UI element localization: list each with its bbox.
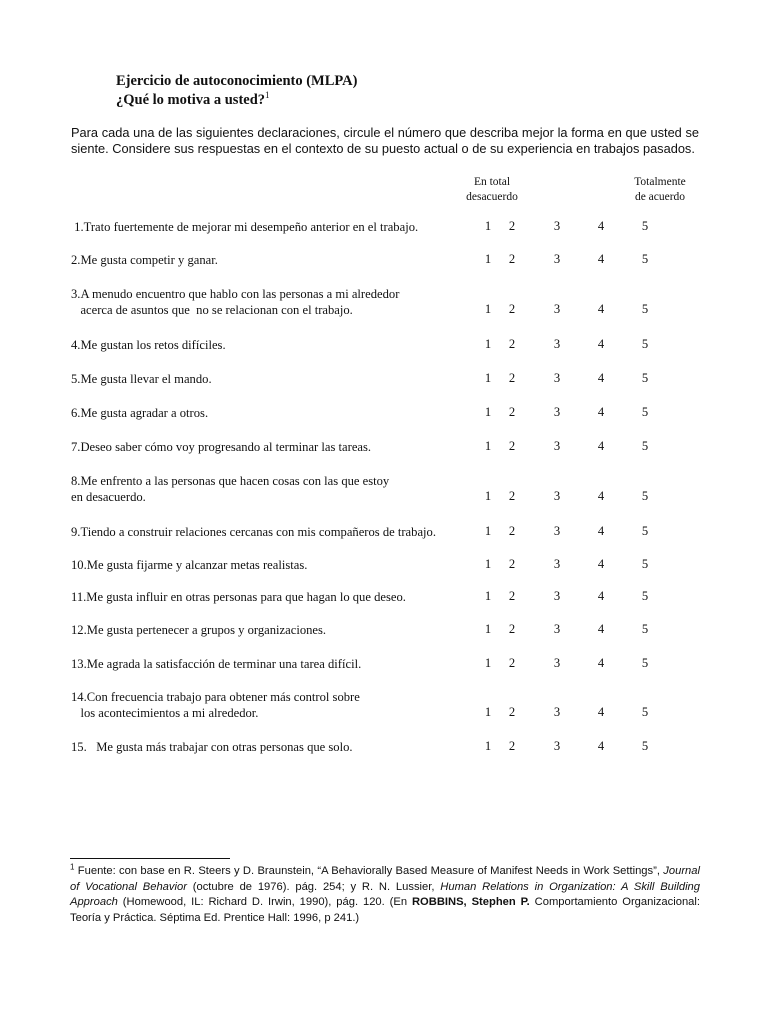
rating-option-5[interactable]: 5 xyxy=(641,439,649,453)
rating-option-2[interactable]: 2 xyxy=(508,219,516,233)
rating-option-1[interactable]: 1 xyxy=(484,405,492,419)
footnote-separator xyxy=(70,858,230,859)
exercise-question xyxy=(116,92,270,109)
rating-option-3[interactable]: 3 xyxy=(553,439,561,453)
rating-option-2[interactable]: 2 xyxy=(508,524,516,538)
rating-option-1[interactable]: 1 xyxy=(484,705,492,719)
statement-5 xyxy=(71,371,212,387)
rating-option-4[interactable]: 4 xyxy=(597,439,605,453)
statement-15 xyxy=(71,739,353,755)
statement-text: 3.A menudo encuentro que hablo con las personas a mi alrededor xyxy=(71,287,400,301)
rating-option-1[interactable]: 1 xyxy=(484,302,492,316)
rating-option-5[interactable]: 5 xyxy=(641,219,649,233)
rating-option-3[interactable]: 3 xyxy=(553,489,561,503)
rating-option-2[interactable]: 2 xyxy=(508,405,516,419)
rating-option-4[interactable]: 4 xyxy=(597,622,605,636)
statement-text: 1.Trato fuertemente de mejorar mi desempeño anterior en el trabajo. xyxy=(71,220,419,234)
rating-option-4[interactable]: 4 xyxy=(597,524,605,538)
footnote-marker: 1 xyxy=(70,862,75,872)
rating-option-1[interactable]: 1 xyxy=(484,371,492,385)
rating-option-2[interactable]: 2 xyxy=(508,371,516,385)
rating-option-4[interactable]: 4 xyxy=(597,219,605,233)
rating-option-2[interactable]: 2 xyxy=(508,439,516,453)
rating-option-2[interactable]: 2 xyxy=(508,739,516,753)
statement-11 xyxy=(71,589,406,605)
rating-option-5[interactable]: 5 xyxy=(641,589,649,603)
statement-text: 6.Me gusta agradar a otros. xyxy=(71,406,209,420)
statement-4 xyxy=(71,337,226,353)
footnote-text-4: Comportamiento Organizacional: Teoría y Práctica. Séptima Ed. Prentice Hall: 1996, p 241.) xyxy=(70,896,700,924)
rating-option-3[interactable]: 3 xyxy=(553,252,561,266)
rating-option-5[interactable]: 5 xyxy=(641,557,649,571)
rating-option-3[interactable]: 3 xyxy=(553,371,561,385)
rating-option-5[interactable]: 5 xyxy=(641,622,649,636)
rating-option-3[interactable]: 3 xyxy=(553,622,561,636)
rating-option-3[interactable]: 3 xyxy=(553,656,561,670)
rating-option-3[interactable]: 3 xyxy=(553,337,561,351)
statement-text: 9.Tiendo a construir relaciones cercanas con mis compañeros de trabajo. xyxy=(71,525,436,539)
rating-option-1[interactable]: 1 xyxy=(484,439,492,453)
rating-option-1[interactable]: 1 xyxy=(484,589,492,603)
question-text: ¿Qué lo motiva a usted? xyxy=(116,92,266,108)
rating-option-4[interactable]: 4 xyxy=(597,405,605,419)
footnote-author: ROBBINS, Stephen P. xyxy=(411,896,530,908)
statement-6 xyxy=(71,405,208,421)
rating-option-1[interactable]: 1 xyxy=(484,622,492,636)
rating-option-2[interactable]: 2 xyxy=(508,252,516,266)
statement-text: 14.Con frecuencia trabajo para obtener más control sobre xyxy=(71,690,360,704)
rating-option-1[interactable]: 1 xyxy=(484,219,492,233)
rating-option-3[interactable]: 3 xyxy=(553,524,561,538)
rating-option-2[interactable]: 2 xyxy=(508,705,516,719)
rating-option-4[interactable]: 4 xyxy=(597,557,605,571)
rating-option-1[interactable]: 1 xyxy=(484,557,492,571)
rating-option-4[interactable]: 4 xyxy=(597,656,605,670)
statement-text: 11.Me gusta influir en otras personas para que hagan lo que deseo. xyxy=(71,590,406,604)
statement-text: 7.Deseo saber cómo voy progresando al terminar las tareas. xyxy=(71,440,372,454)
rating-option-5[interactable]: 5 xyxy=(641,739,649,753)
rating-option-4[interactable]: 4 xyxy=(597,252,605,266)
rating-option-4[interactable]: 4 xyxy=(597,489,605,503)
statement-text: 8.Me enfrento a las personas que hacen cosas con las que estoy xyxy=(71,474,390,488)
rating-option-3[interactable]: 3 xyxy=(553,589,561,603)
footnote xyxy=(70,864,700,926)
statement-text-continued: acerca de asuntos que no se relacionan con el trabajo. xyxy=(71,303,353,317)
rating-option-2[interactable]: 2 xyxy=(508,589,516,603)
statement-13 xyxy=(71,656,361,672)
statement-text: 12.Me gusta pertenecer a grupos y organizaciones. xyxy=(71,623,327,637)
statement-text: 5.Me gusta llevar el mando. xyxy=(71,372,212,386)
footnote-journal: Journal of Vocational Behavior xyxy=(70,865,700,893)
rating-option-4[interactable]: 4 xyxy=(597,371,605,385)
footnote-text-3: (Homewood, IL: Richard D. Irwin, 1990), pág. 120. (En xyxy=(117,896,412,908)
statement-3 xyxy=(71,286,399,318)
statement-1 xyxy=(71,219,418,235)
exercise-title: Ejercicio de autoconocimiento (MLPA) xyxy=(116,73,358,89)
rating-option-2[interactable]: 2 xyxy=(508,489,516,503)
scale-header-right-line2: de acuerdo xyxy=(634,191,686,203)
statement-12 xyxy=(71,622,326,638)
scale-header-right xyxy=(618,175,702,205)
statement-text-continued: los acontecimientos a mi alrededor. xyxy=(71,706,259,720)
footnote-book: Human Relations in Organization: A Skill Building Approach xyxy=(70,880,700,908)
rating-option-1[interactable]: 1 xyxy=(484,739,492,753)
rating-option-3[interactable]: 3 xyxy=(553,739,561,753)
statement-9 xyxy=(71,524,436,540)
scale-header-left xyxy=(452,175,532,205)
rating-option-4[interactable]: 4 xyxy=(597,589,605,603)
statement-text: 15. Me gusta más trabajar con otras personas que solo. xyxy=(71,740,353,754)
rating-option-1[interactable]: 1 xyxy=(484,524,492,538)
rating-option-5[interactable]: 5 xyxy=(641,524,649,538)
statement-text: 10.Me gusta fijarme y alcanzar metas realistas. xyxy=(71,558,308,572)
rating-option-4[interactable]: 4 xyxy=(597,739,605,753)
rating-option-3[interactable]: 3 xyxy=(553,302,561,316)
rating-option-2[interactable]: 2 xyxy=(508,337,516,351)
scale-header-left-line2: desacuerdo xyxy=(466,191,518,203)
rating-option-5[interactable]: 5 xyxy=(641,489,649,503)
rating-option-1[interactable]: 1 xyxy=(484,656,492,670)
rating-option-3[interactable]: 3 xyxy=(553,557,561,571)
rating-option-5[interactable]: 5 xyxy=(641,302,649,316)
rating-option-4[interactable]: 4 xyxy=(597,337,605,351)
scale-header-right-line1: Totalmente xyxy=(634,176,686,188)
rating-option-1[interactable]: 1 xyxy=(484,252,492,266)
rating-option-5[interactable]: 5 xyxy=(641,337,649,351)
scale-header-left-line1: En total xyxy=(473,176,511,188)
statement-text-continued: en desacuerdo. xyxy=(71,490,146,504)
rating-option-5[interactable]: 5 xyxy=(641,656,649,670)
statement-text: 4.Me gustan los retos difíciles. xyxy=(71,338,226,352)
statement-7 xyxy=(71,439,371,455)
rating-option-3[interactable]: 3 xyxy=(553,405,561,419)
rating-option-3[interactable]: 3 xyxy=(553,705,561,719)
instructions-paragraph: Para cada una de las siguientes declaraciones, circule el número que describa mejor la forma en que usted se siente. Considere sus respuestas en el contexto de su puesto actual o de su experiencia en trabajos pasados. xyxy=(71,125,699,156)
rating-option-2[interactable]: 2 xyxy=(508,622,516,636)
footnote-ref: 1 xyxy=(265,90,270,101)
statement-8 xyxy=(71,473,389,505)
statement-2 xyxy=(71,252,218,268)
rating-option-3[interactable]: 3 xyxy=(553,219,561,233)
rating-option-1[interactable]: 1 xyxy=(484,489,492,503)
rating-option-2[interactable]: 2 xyxy=(508,302,516,316)
rating-option-5[interactable]: 5 xyxy=(641,705,649,719)
rating-option-4[interactable]: 4 xyxy=(597,302,605,316)
rating-option-5[interactable]: 5 xyxy=(641,252,649,266)
footnote-text-1: Fuente: con base en R. Steers y D. Braunstein, “A Behaviorally Based Measure of Manifest Needs in Work Settings”, xyxy=(74,865,664,877)
statement-10 xyxy=(71,557,307,573)
rating-option-1[interactable]: 1 xyxy=(484,337,492,351)
statement-text: 13.Me agrada la satisfacción de terminar una tarea difícil. xyxy=(71,657,362,671)
rating-option-5[interactable]: 5 xyxy=(641,371,649,385)
rating-option-2[interactable]: 2 xyxy=(508,656,516,670)
statement-text: 2.Me gusta competir y ganar. xyxy=(71,253,218,267)
footnote-text-2: (octubre de 1976). pág. 254; y R. N. Lussier, xyxy=(186,880,441,893)
statement-14 xyxy=(71,689,360,721)
rating-option-5[interactable]: 5 xyxy=(641,405,649,419)
rating-option-2[interactable]: 2 xyxy=(508,557,516,571)
rating-option-4[interactable]: 4 xyxy=(597,705,605,719)
